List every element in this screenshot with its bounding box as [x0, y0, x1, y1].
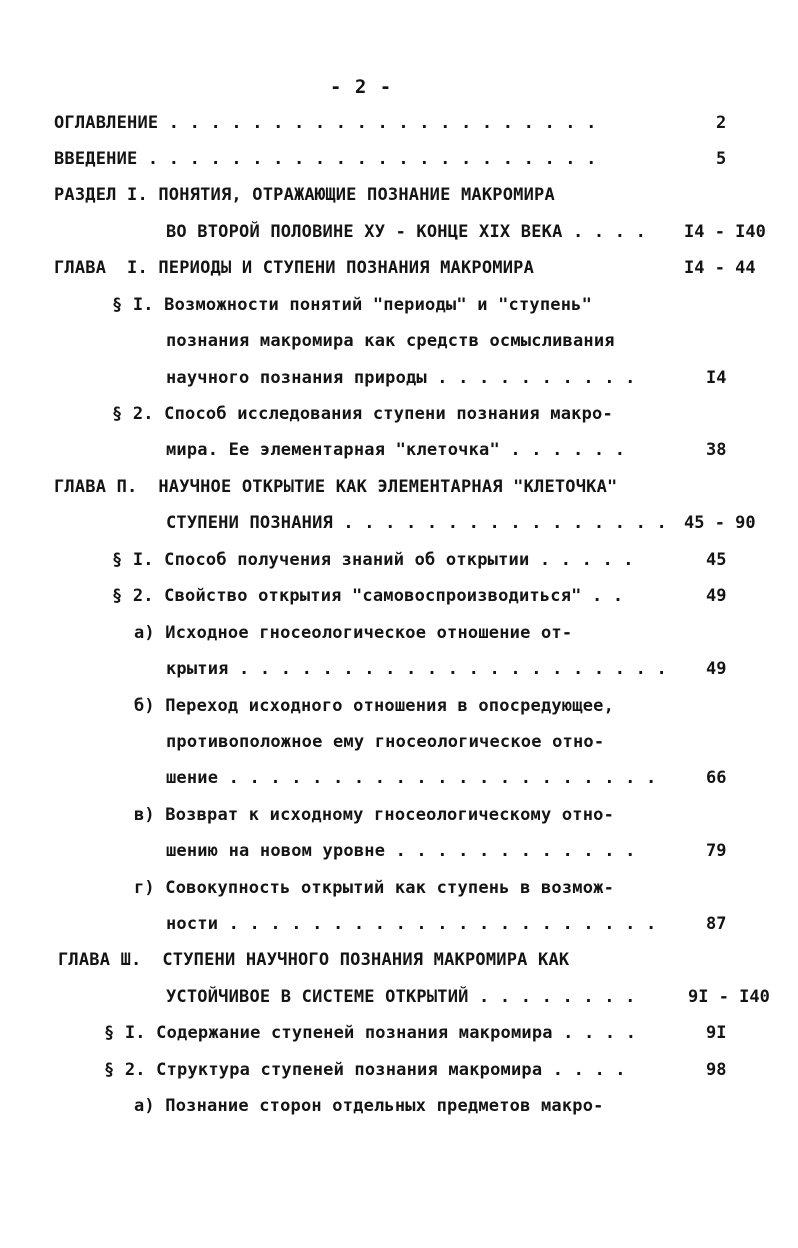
page-number: - 2 -	[330, 76, 393, 98]
toc-page: 45 - 90	[684, 513, 756, 533]
toc-entry: РАЗДЕЛ I. ПОНЯТИЯ, ОТРАЖАЮЩИЕ ПОЗНАНИЕ МАКРОМИРА	[54, 185, 555, 205]
toc-entry: познания макромира как средств осмысливания	[166, 331, 615, 351]
toc-entry: мира. Ее элементарная "клеточка" . . . . . .	[166, 440, 626, 460]
toc-entry: ВО ВТОРОЙ ПОЛОВИНЕ ХУ - КОНЦЕ XIX ВЕКА . . . .	[166, 222, 647, 242]
toc-entry: § I. Способ получения знаний об открытии . . . . .	[112, 550, 634, 570]
toc-page: I4	[706, 368, 727, 388]
toc-entry: § I. Содержание ступеней познания макромира . . . .	[104, 1023, 637, 1043]
toc-entry: шению на новом уровне . . . . . . . . . . . .	[166, 841, 636, 861]
toc-entry: § 2. Свойство открытия "самовоспроизводиться" . .	[112, 586, 624, 606]
toc-entry: СТУПЕНИ ПОЗНАНИЯ . . . . . . . . . . . . . . . .	[166, 513, 667, 533]
toc-entry: ВВЕДЕНИЕ . . . . . . . . . . . . . . . . . . . . . .	[54, 149, 597, 169]
toc-page: 49	[706, 586, 727, 606]
toc-page: 9I - I40	[688, 987, 770, 1007]
toc-page: 98	[706, 1060, 727, 1080]
toc-entry: ГЛАВА П. НАУЧНОЕ ОТКРЫТИЕ КАК ЭЛЕМЕНТАРНАЯ "КЛЕТОЧКА"	[54, 477, 618, 497]
toc-entry: а) Исходное гносеологическое отношение от-	[134, 623, 573, 643]
toc-page: 5	[716, 149, 727, 169]
toc-page: 45	[706, 550, 727, 570]
toc-entry: а) Познание сторон отдельных предметов макро-	[134, 1096, 604, 1116]
toc-entry: в) Возврат к исходному гносеологическому отно-	[134, 805, 615, 825]
toc-entry: ГЛАВА Ш. СТУПЕНИ НАУЧНОГО ПОЗНАНИЯ МАКРОМИРА КАК	[58, 950, 570, 970]
toc-entry: г) Совокупность открытий как ступень в возмож-	[134, 878, 615, 898]
toc-entry: § 2. Способ исследования ступени познания макро-	[112, 404, 613, 424]
toc-page: 66	[706, 768, 727, 788]
toc-entry: шение . . . . . . . . . . . . . . . . . . . . .	[166, 768, 657, 788]
toc-page: 79	[706, 841, 727, 861]
toc-page: 2	[716, 113, 727, 133]
toc-page: 49	[706, 659, 727, 679]
toc-entry: § I. Возможности понятий "периоды" и "ступень"	[112, 295, 593, 315]
toc-entry: научного познания природы . . . . . . . . . .	[166, 368, 636, 388]
toc-entry: противоположное ему гносеологическое отно-	[166, 732, 605, 752]
toc-entry: б) Переход исходного отношения в опосредующее,	[134, 696, 615, 716]
toc-entry: УСТОЙЧИВОЕ В СИСТЕМЕ ОТКРЫТИЙ . . . . . . . .	[166, 987, 636, 1007]
toc-page: 9I	[706, 1023, 727, 1043]
toc-entry: крытия . . . . . . . . . . . . . . . . . . . . .	[166, 659, 667, 679]
toc-page: I4 - 44	[684, 258, 756, 278]
toc-entry: ности . . . . . . . . . . . . . . . . . . . . .	[166, 914, 657, 934]
toc-page: I4 - I40	[684, 222, 766, 242]
toc-entry: ГЛАВА I. ПЕРИОДЫ И СТУПЕНИ ПОЗНАНИЯ МАКРОМИРА	[54, 258, 535, 278]
toc-page: 87	[706, 914, 727, 934]
toc-entry: ОГЛАВЛЕНИЕ . . . . . . . . . . . . . . . . . . . . .	[54, 113, 597, 133]
toc-entry: § 2. Структура ступеней познания макромира . . . .	[104, 1060, 626, 1080]
toc-page: 38	[706, 440, 727, 460]
